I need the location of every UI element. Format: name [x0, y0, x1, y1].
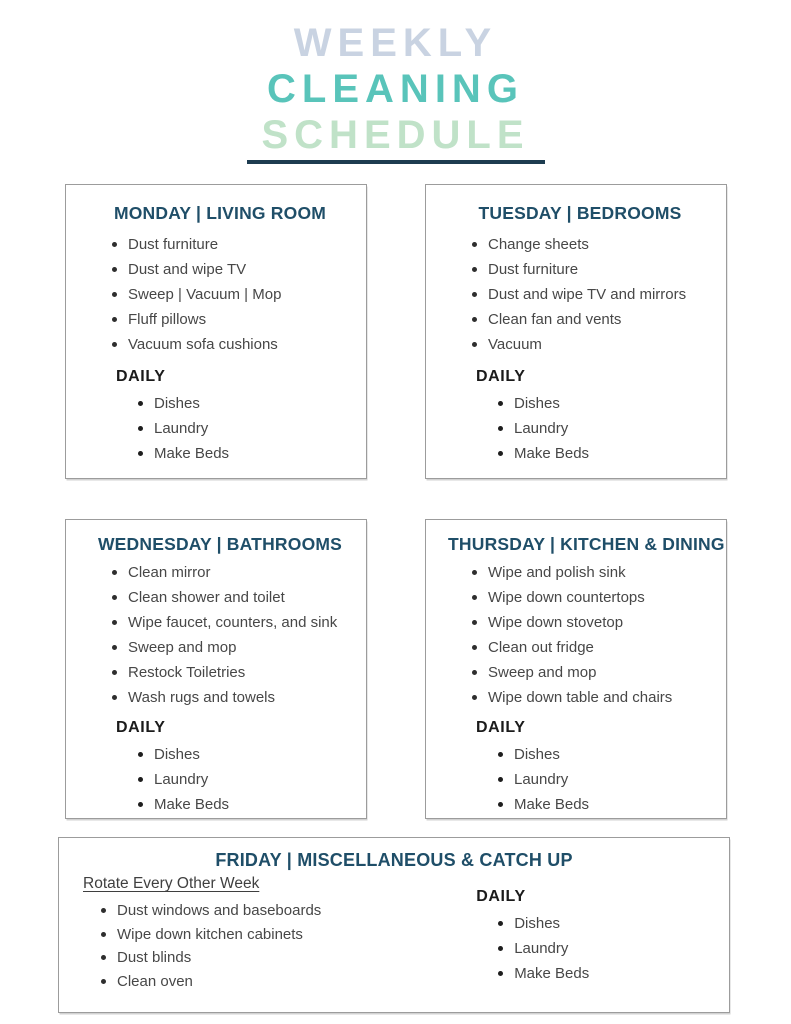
- task-item: Clean shower and toilet: [112, 585, 352, 610]
- task-item: Wipe down table and chairs: [472, 685, 712, 710]
- task-item: Restock Toiletries: [112, 660, 352, 685]
- rotate-task-item: Clean oven: [101, 970, 456, 994]
- task-list-monday: [88, 232, 352, 357]
- rotate-task-item: Wipe down kitchen cabinets: [101, 923, 456, 947]
- daily-label: DAILY: [116, 719, 166, 736]
- task-item: Change sheets: [472, 232, 712, 257]
- title-line-schedule: SCHEDULE: [261, 113, 530, 157]
- task-item: Wash rugs and towels: [112, 685, 352, 710]
- day-header-friday: FRIDAY | MISCELLANEOUS & CATCH UP: [215, 850, 573, 870]
- daily-label: DAILY: [476, 888, 526, 905]
- day-box-tuesday: [425, 184, 727, 479]
- daily-task-item: Laundry: [138, 767, 352, 792]
- task-list-thursday: [448, 560, 712, 710]
- task-list-wednesday: [88, 560, 352, 710]
- task-item: Wipe faucet, counters, and sink: [112, 610, 352, 635]
- daily-task-item: Make Beds: [498, 441, 712, 466]
- daily-task-list: [476, 742, 712, 817]
- day-box-friday: [58, 837, 730, 1013]
- friday-daily-column: [456, 885, 705, 993]
- daily-task-item: Laundry: [498, 936, 705, 961]
- title-line-weekly: WEEKLY: [293, 21, 498, 65]
- daily-task-item: Dishes: [138, 742, 352, 767]
- friday-columns: [83, 873, 705, 993]
- title-underline: [247, 160, 545, 164]
- task-item: Dust and wipe TV and mirrors: [472, 282, 712, 307]
- daily-label: DAILY: [116, 368, 166, 385]
- task-item: Dust furniture: [472, 257, 712, 282]
- daily-section-thursday: [476, 716, 712, 817]
- daily-task-item: Dishes: [498, 391, 712, 416]
- daily-section-tuesday: [476, 365, 712, 466]
- task-item: Dust and wipe TV: [112, 257, 352, 282]
- daily-label: DAILY: [476, 368, 526, 385]
- task-item: Dust furniture: [112, 232, 352, 257]
- title-line-cleaning: CLEANING: [267, 67, 524, 111]
- friday-rotate-column: [83, 873, 456, 993]
- daily-task-list: [476, 391, 712, 466]
- task-item: Sweep | Vacuum | Mop: [112, 282, 352, 307]
- task-item: Clean out fridge: [472, 635, 712, 660]
- daily-section-wednesday: [116, 716, 352, 817]
- day-boxes-grid: [65, 184, 791, 819]
- daily-task-item: Make Beds: [498, 792, 712, 817]
- task-item: Vacuum: [472, 332, 712, 357]
- task-item: Clean mirror: [112, 560, 352, 585]
- daily-task-list: [116, 391, 352, 466]
- day-box-monday: [65, 184, 367, 479]
- day-box-wednesday: [65, 519, 367, 819]
- rotate-task-list: [83, 899, 456, 993]
- task-item: Clean fan and vents: [472, 307, 712, 332]
- task-item: Vacuum sofa cushions: [112, 332, 352, 357]
- daily-task-item: Dishes: [498, 911, 705, 936]
- daily-task-item: Laundry: [498, 416, 712, 441]
- day-header-tuesday: TUESDAY | BEDROOMS: [478, 203, 682, 223]
- day-box-thursday: [425, 519, 727, 819]
- daily-task-list: [116, 742, 352, 817]
- daily-task-list: [476, 911, 705, 986]
- daily-task-item: Make Beds: [138, 792, 352, 817]
- task-item: Wipe down stovetop: [472, 610, 712, 635]
- task-item: Sweep and mop: [112, 635, 352, 660]
- daily-task-item: Dishes: [498, 742, 712, 767]
- daily-task-item: Laundry: [138, 416, 352, 441]
- task-list-tuesday: [448, 232, 712, 357]
- task-item: Fluff pillows: [112, 307, 352, 332]
- daily-label: DAILY: [476, 719, 526, 736]
- day-header-thursday: THURSDAY | KITCHEN & DINING: [448, 534, 725, 554]
- day-header-wednesday: WEDNESDAY | BATHROOMS: [97, 534, 343, 554]
- task-item: Wipe down countertops: [472, 585, 712, 610]
- task-item: Sweep and mop: [472, 660, 712, 685]
- rotate-task-item: Dust blinds: [101, 946, 456, 970]
- rotate-label: Rotate Every Other Week: [83, 875, 260, 892]
- task-item: Wipe and polish sink: [472, 560, 712, 585]
- page-title: [0, 0, 791, 164]
- rotate-task-item: Dust windows and baseboards: [101, 899, 456, 923]
- day-header-monday: MONDAY | LIVING ROOM: [113, 203, 327, 223]
- daily-section-monday: [116, 365, 352, 466]
- daily-task-item: Dishes: [138, 391, 352, 416]
- daily-task-item: Make Beds: [138, 441, 352, 466]
- daily-task-item: Laundry: [498, 767, 712, 792]
- daily-task-item: Make Beds: [498, 961, 705, 986]
